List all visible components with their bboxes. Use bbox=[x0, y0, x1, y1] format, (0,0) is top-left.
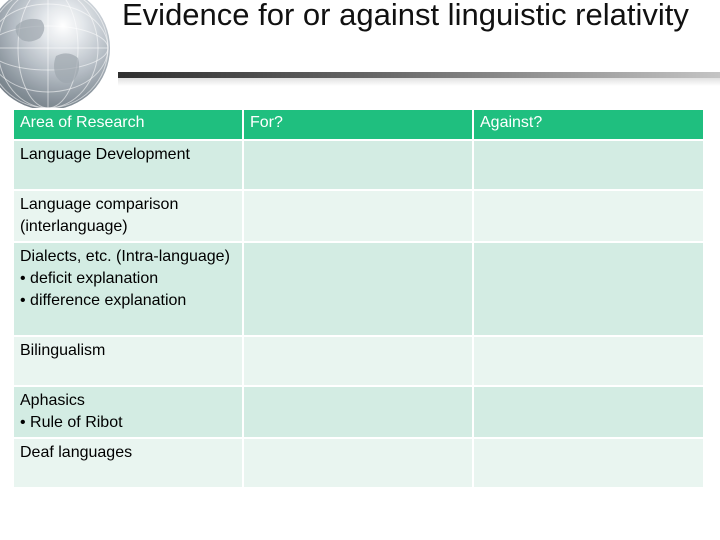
table-row bbox=[13, 140, 704, 190]
table-row bbox=[13, 190, 704, 242]
header-against: Against? bbox=[473, 109, 704, 140]
area-label: Language comparison bbox=[20, 196, 179, 213]
table-row bbox=[13, 336, 704, 386]
area-cell bbox=[13, 438, 243, 488]
for-cell[interactable] bbox=[243, 386, 473, 438]
bullet-item: • difference explanation bbox=[20, 290, 236, 312]
for-cell[interactable] bbox=[243, 336, 473, 386]
against-cell[interactable] bbox=[473, 336, 704, 386]
for-cell[interactable] bbox=[243, 190, 473, 242]
slide-title: Evidence for or against linguistic relativity bbox=[122, 0, 689, 32]
against-cell[interactable] bbox=[473, 190, 704, 242]
area-label: Dialects, etc. bbox=[20, 248, 112, 265]
area-sublabel: (Intra-language) bbox=[116, 248, 230, 265]
against-cell[interactable] bbox=[473, 140, 704, 190]
header-for: For? bbox=[243, 109, 473, 140]
bullet-item: • Rule of Ribot bbox=[20, 412, 236, 434]
area-cell bbox=[13, 140, 243, 190]
table-row bbox=[13, 242, 704, 336]
area-label: Deaf languages bbox=[20, 444, 133, 461]
title-underline bbox=[118, 72, 720, 78]
area-label: Aphasics bbox=[20, 392, 85, 409]
area-cell bbox=[13, 336, 243, 386]
area-cell bbox=[13, 190, 243, 242]
table-header-row bbox=[13, 109, 704, 140]
evidence-table bbox=[12, 108, 705, 489]
for-cell[interactable] bbox=[243, 140, 473, 190]
area-label: Bilingualism bbox=[20, 342, 106, 359]
area-sublabel: (interlanguage) bbox=[20, 218, 128, 235]
table-row bbox=[13, 438, 704, 488]
header-area-of-research: Area of Research bbox=[13, 109, 243, 140]
area-cell bbox=[13, 386, 243, 438]
area-label: Language Development bbox=[20, 146, 190, 163]
for-cell[interactable] bbox=[243, 242, 473, 336]
globe-logo bbox=[0, 0, 110, 110]
for-cell[interactable] bbox=[243, 438, 473, 488]
table-row bbox=[13, 386, 704, 438]
bullet-item: • deficit explanation bbox=[20, 268, 236, 290]
area-cell bbox=[13, 242, 243, 336]
against-cell[interactable] bbox=[473, 438, 704, 488]
against-cell[interactable] bbox=[473, 386, 704, 438]
against-cell[interactable] bbox=[473, 242, 704, 336]
